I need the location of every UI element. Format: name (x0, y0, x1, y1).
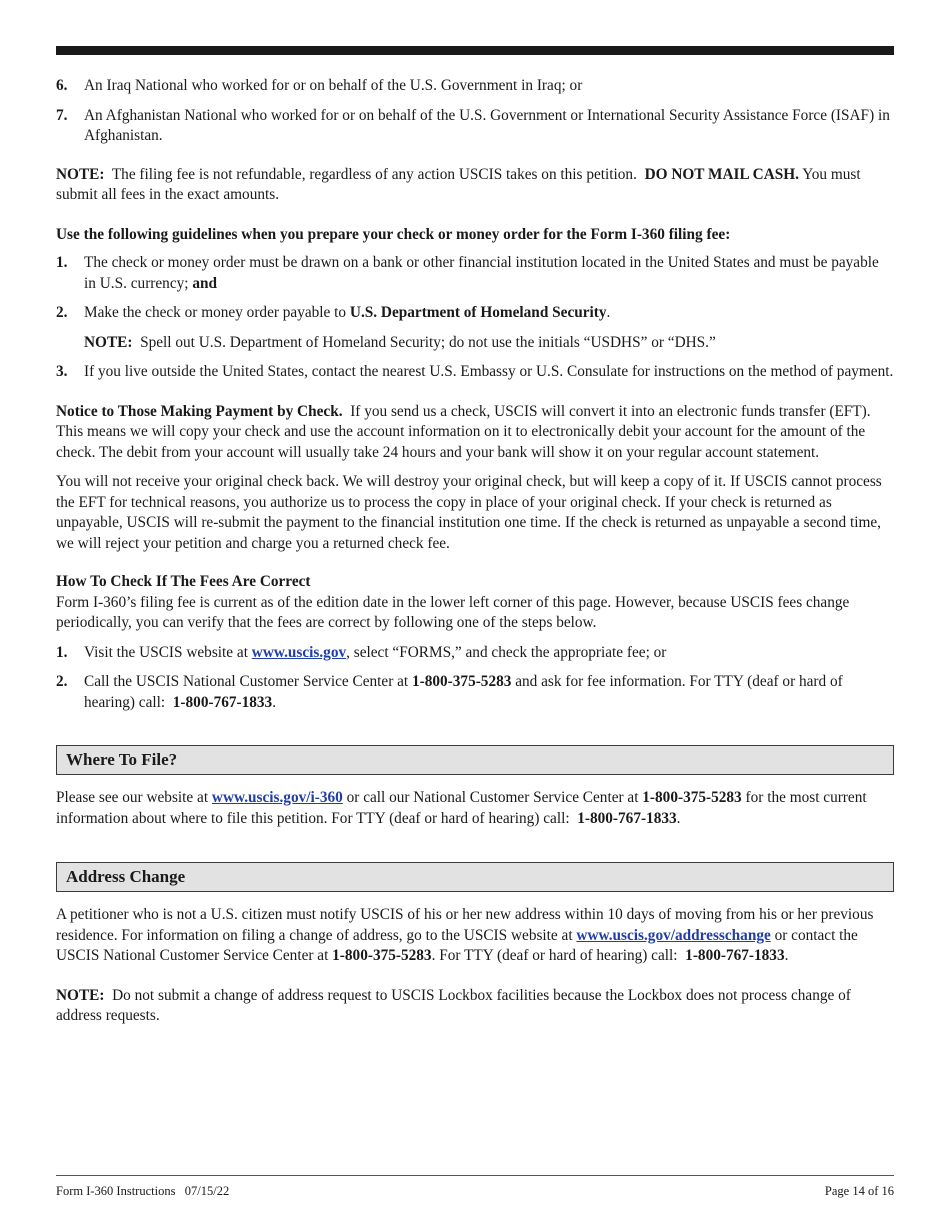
list-item-7 (56, 106, 894, 147)
fees-check-intro: Form I-360’s filing fee is current as of the edition date in the lower left corner of this page. However, because USCIS fees change periodically, you can verify that the fees are correct by following one of the steps below. (56, 593, 850, 631)
tty-number: 1-800-767-1833 (172, 693, 273, 711)
bottom-rule (56, 1175, 894, 1176)
guidelines-heading: Use the following guidelines when you prepare your check or money order for the Form I-360 filing fee: (56, 225, 731, 243)
address-change-header (56, 862, 894, 892)
item-number: 7. (56, 106, 68, 124)
guideline-item-3: 3. If you live outside the United States, contact the nearest U.S. Embassy or U.S. Consulate for instructions on the method of payment. (56, 363, 894, 380)
uscis-website-link[interactable]: www.uscis.gov (251, 643, 347, 661)
phone-number: 1-800-375-5283 (411, 673, 512, 690)
guideline-note: NOTE: Spell out U.S. Department of Homeland Security; do not use the initials “USDHS” or “DHS.” (84, 333, 716, 351)
fees-check-heading: How To Check If The Fees Are Correct (56, 573, 311, 590)
fee-note: NOTE: The filing fee is not refundable, regardless of any action USCIS takes on this petition. DO NOT MAIL CASH. You must submit all fees in the exact amounts. (56, 165, 861, 203)
item-number: 6. (56, 77, 68, 94)
address-change-link[interactable]: www.uscis.gov/addresschange (576, 926, 771, 944)
footer-form-edition: Form I-360 Instructions 07/15/22 (56, 1184, 230, 1198)
phone-number: 1-800-375-5283 (332, 947, 432, 964)
note-label: NOTE: (56, 165, 105, 183)
item-text: An Iraq National who worked for or on behalf of the U.S. Government in Iraq; or (84, 77, 583, 94)
list-item-6 (56, 76, 894, 97)
i360-link[interactable]: www.uscis.gov/i-360 (211, 789, 343, 806)
item-text: An Afghanistan National who worked for or on behalf of the U.S. Government or International Security Assistance Force (ISAF) in Afghanistan. (84, 106, 890, 144)
section-title: Address Change (66, 867, 186, 886)
where-to-file-text: Please see our website at www.uscis.gov/i-360 or call our National Customer Service Center at 1-800-375-5283 for the most current information about where to file this petition. For TTY (deaf or hard of hearing) call: 1-800-767-1833. (56, 789, 867, 827)
note-label: NOTE: (56, 986, 105, 1004)
section-title: Where To File? (66, 750, 178, 769)
footer-page-number: Page 14 of 16 (824, 1184, 894, 1198)
tty-number: 1-800-767-1833 (577, 809, 677, 827)
check-notice: Notice to Those Making Payment by Check. If you send us a check, USCIS will convert it into an electronic funds transfer (EFT). This means we will copy your check and use the account information on it to electronically debit your account for the amount of the check. The debit from your account will usually take 24 hours and your bank will show it on your regular account statement. (56, 402, 871, 461)
guideline-item-1: 1. The check or money order must be drawn on a bank or other financial institution located in the United States and must be payable in U.S. currency; and (56, 254, 879, 292)
guideline-item-2: 2. Make the check or money order payable to U.S. Department of Homeland Security. (56, 304, 611, 321)
address-change-note: NOTE: Do not submit a change of address request to USCIS Lockbox facilities because the Lockbox does not process change of address requests. (56, 986, 851, 1024)
check-notice-para-2: You will not receive your original check back. We will destroy your original check, but will keep a copy of it. If USCIS cannot process the EFT for technical reasons, you authorize us to process the copy in place of your original check. If your check is returned as unpayable, USCIS will re-submit the payment to the financial institution one time. If the check is returned as unpayable a second time, we will reject your petition and charge you a returned check fee. (56, 473, 882, 552)
fees-check-item-1: 1. Visit the USCIS website at www.uscis.gov, select “FORMS,” and check the appropriate fee; or (56, 643, 667, 661)
page-content (56, 76, 894, 1027)
phone-number: 1-800-375-5283 (642, 789, 742, 806)
note-label: NOTE: (84, 333, 133, 351)
fees-check-item-2: 2. Call the USCIS National Customer Service Center at 1-800-375-5283 and ask for fee information. For TTY (deaf or hard of hearing) call: 1-800-767-1833. (56, 673, 843, 711)
top-rule (56, 46, 894, 55)
where-to-file-header (56, 745, 894, 775)
check-notice-label: Notice to Those Making Payment by Check. (56, 402, 343, 420)
address-change-text: A petitioner who is not a U.S. citizen must notify USCIS of his or her new address within 10 days of moving from his or her previous residence. For information on filing a change of address, go to the USCIS website at www.uscis.gov/addresschange or contact the USCIS National Customer Service Center at 1-800-375-5283. For TTY (deaf or hard of hearing) call: 1-800-767-1833. (56, 906, 874, 964)
tty-number: 1-800-767-1833 (685, 947, 785, 964)
no-cash-warning: DO NOT MAIL CASH. (644, 165, 799, 183)
